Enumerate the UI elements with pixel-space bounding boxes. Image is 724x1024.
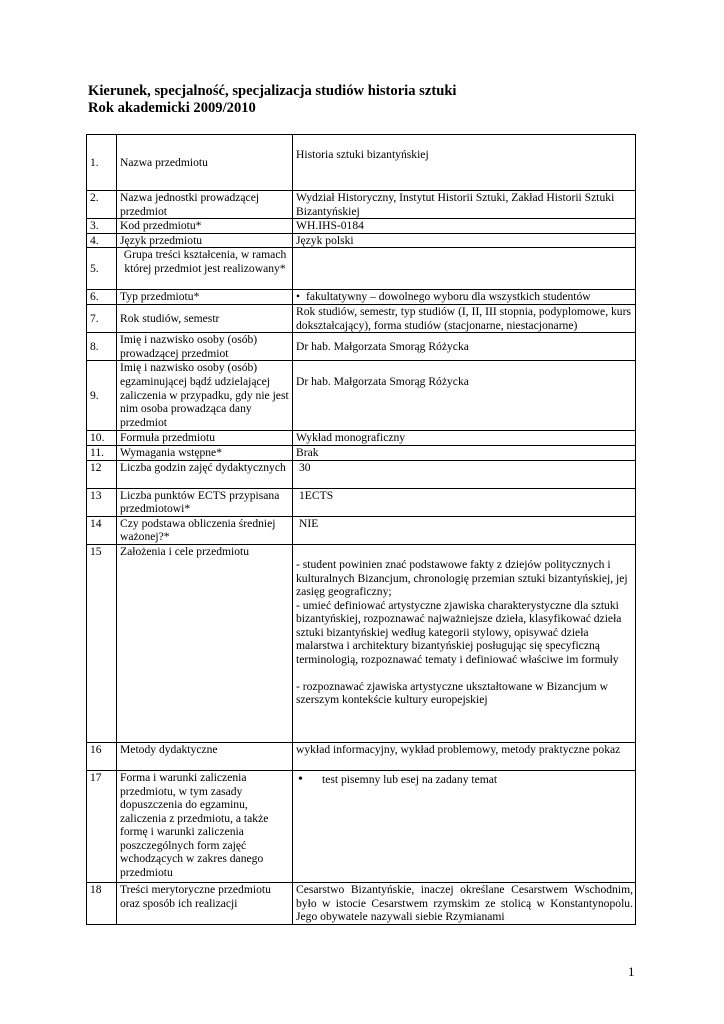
row-number: 17 [87, 770, 117, 882]
table-row [87, 219, 636, 234]
row-number: 11. [87, 445, 117, 460]
row-label: Imię i nazwisko osoby (osób) egzaminującej bądź udzielającej zaliczenia w przypadku, gdy nie jest nim osoba prowadząca dany przedmiot [117, 361, 293, 431]
row-label: Nazwa przedmiotu [117, 135, 293, 191]
row-label: Treści merytoryczne przedmiotu oraz sposób ich realizacji [117, 882, 293, 924]
row-label: Język przedmiotu [117, 233, 293, 248]
row-value: Język polski [293, 233, 636, 248]
row-value-text: 1ECTS [299, 488, 334, 502]
table-row [87, 445, 636, 460]
table-row [87, 460, 636, 488]
row-value: Cesarstwo Bizantyńskie, inaczej określane Cesarstwem Wschodnim, było w istocie Cesarstwem rzymskim ze stolicą w Konstantynopolu. Jego obywatele nazywali siebie Rzymianami [293, 882, 636, 924]
row-value: WH.IHS-0184 [293, 219, 636, 234]
row-number: 7. [87, 304, 117, 332]
table-row [87, 770, 636, 882]
row-label: Założenia i cele przedmiotu [117, 544, 293, 742]
table-row [87, 233, 636, 248]
row-label: Liczba godzin zajęć dydaktycznych [117, 460, 293, 488]
row-value-text: Dr hab. Małgorzata Smorąg Różycka [296, 375, 469, 389]
row-value-text: Historia sztuki bizantyńskiej [296, 148, 429, 161]
table-row [87, 516, 636, 544]
row-value [293, 361, 636, 431]
course-form-table [86, 134, 636, 925]
row-value [293, 516, 636, 544]
row-value-text: NIE [299, 516, 319, 530]
document-heading [88, 83, 457, 117]
row-value [293, 544, 636, 742]
row-number: 14 [87, 516, 117, 544]
table-row [87, 304, 636, 332]
row-number: 5. [87, 248, 117, 290]
row-number: 18 [87, 882, 117, 924]
table-row [87, 248, 636, 290]
row-number: 9. [87, 361, 117, 431]
row-value-text: fakultatywny – dowolnego wyboru dla wszystkich studentów [306, 290, 591, 304]
row-value: wykład informacyjny, wykład problemowy, metody praktyczne pokaz [293, 742, 636, 770]
row-number: 3. [87, 219, 117, 234]
row-label: Metody dydaktyczne [117, 742, 293, 770]
row-value: Rok studiów, semestr, typ studiów (I, II, III stopnia, podyplomowe, kurs dokształcający), forma studiów (stacjonarne, niestacjonarne) [293, 304, 636, 332]
page-number: 1 [628, 964, 635, 979]
row-value: Wydział Historyczny, Instytut Historii Sztuki, Zakład Historii Sztuki Bizantyńskiej [293, 191, 636, 219]
heading-line-2: Rok akademicki 2009/2010 [88, 100, 256, 116]
row-value [293, 460, 636, 488]
row-value: Brak [293, 445, 636, 460]
bullet-icon: • [296, 290, 301, 304]
table-row [87, 742, 636, 770]
goal-paragraph-3: - rozpoznawać zjawiska artystyczne ukształtowane w Bizancjum w szerszym kontekście kultury europejskiej [296, 679, 608, 707]
row-value-text: 30 [299, 460, 311, 474]
goal-paragraph-1: - student powinien znać podstawowe fakty z dziejów politycznych i kulturalnych Bizancjum, chronologię przemian sztuki bizantyńskiej, jej zasięg geograficzny; [296, 557, 628, 599]
goal-paragraph-2: - umieć definiować artystyczne zjawiska charakterystyczne dla sztuki bizantyńskiej, rozpoznawać najważniejsze dzieła, klasyfikować dzieła sztuki bizantyńskiej według kategorii stylowy, opisywać dzieła malarstwa i architektury bizantyńskiej posługując się specyficzną terminologią, rozpoznawać tematy i definiować właściwe im formuły [296, 598, 622, 667]
row-number: 12 [87, 460, 117, 488]
table-row [87, 191, 636, 219]
row-label: Liczba punktów ECTS przypisana przedmiotowi* [117, 488, 293, 516]
table-row [87, 333, 636, 361]
row-value: Wykład monograficzny [293, 431, 636, 446]
row-label: Typ przedmiotu* [117, 290, 293, 305]
row-label: Kod przedmiotu* [117, 219, 293, 234]
row-value [293, 135, 636, 191]
row-value [293, 248, 636, 290]
table-row [87, 290, 636, 305]
table-row [87, 431, 636, 446]
row-label: Rok studiów, semestr [117, 304, 293, 332]
row-label: Grupa treści kształcenia, w ramach której przedmiot jest realizowany* [117, 248, 293, 290]
table-row [87, 544, 636, 742]
row-label: Nazwa jednostki prowadzącej przedmiot [117, 191, 293, 219]
row-number: 1. [87, 135, 117, 191]
row-number: 10. [87, 431, 117, 446]
row-number: 6. [87, 290, 117, 305]
table-row [87, 488, 636, 516]
row-value [293, 488, 636, 516]
row-number: 13 [87, 488, 117, 516]
row-label: Forma i warunki zaliczenia przedmiotu, w tym zasady dopuszczenia do egzaminu, zaliczenia z przedmiotu, a także formę i warunki zaliczenia poszczególnych form zajęć wchodzących w zakres danego przedmiotu [117, 770, 293, 882]
table-row [87, 882, 636, 924]
row-number: 8. [87, 333, 117, 361]
row-value [293, 290, 636, 305]
row-label: Wymagania wstępne* [117, 445, 293, 460]
row-label: Formuła przedmiotu [117, 431, 293, 446]
row-number: 16 [87, 742, 117, 770]
row-number: 15 [87, 544, 117, 742]
row-label: Imię i nazwisko osoby (osób) prowadzącej przedmiot [117, 333, 293, 361]
table-row [87, 361, 636, 431]
heading-line-1: Kierunek, specjalność, specjalizacja studiów historia sztuki [88, 83, 457, 99]
bullet-icon: • [298, 771, 303, 787]
row-value-text: test pisemny lub esej na zadany temat [322, 772, 498, 786]
row-label: Czy podstawa obliczenia średniej ważonej?* [117, 516, 293, 544]
table-row [87, 135, 636, 191]
row-value: Dr hab. Małgorzata Smorąg Różycka [293, 333, 636, 361]
row-value [293, 770, 636, 882]
row-number: 2. [87, 191, 117, 219]
row-number: 4. [87, 233, 117, 248]
